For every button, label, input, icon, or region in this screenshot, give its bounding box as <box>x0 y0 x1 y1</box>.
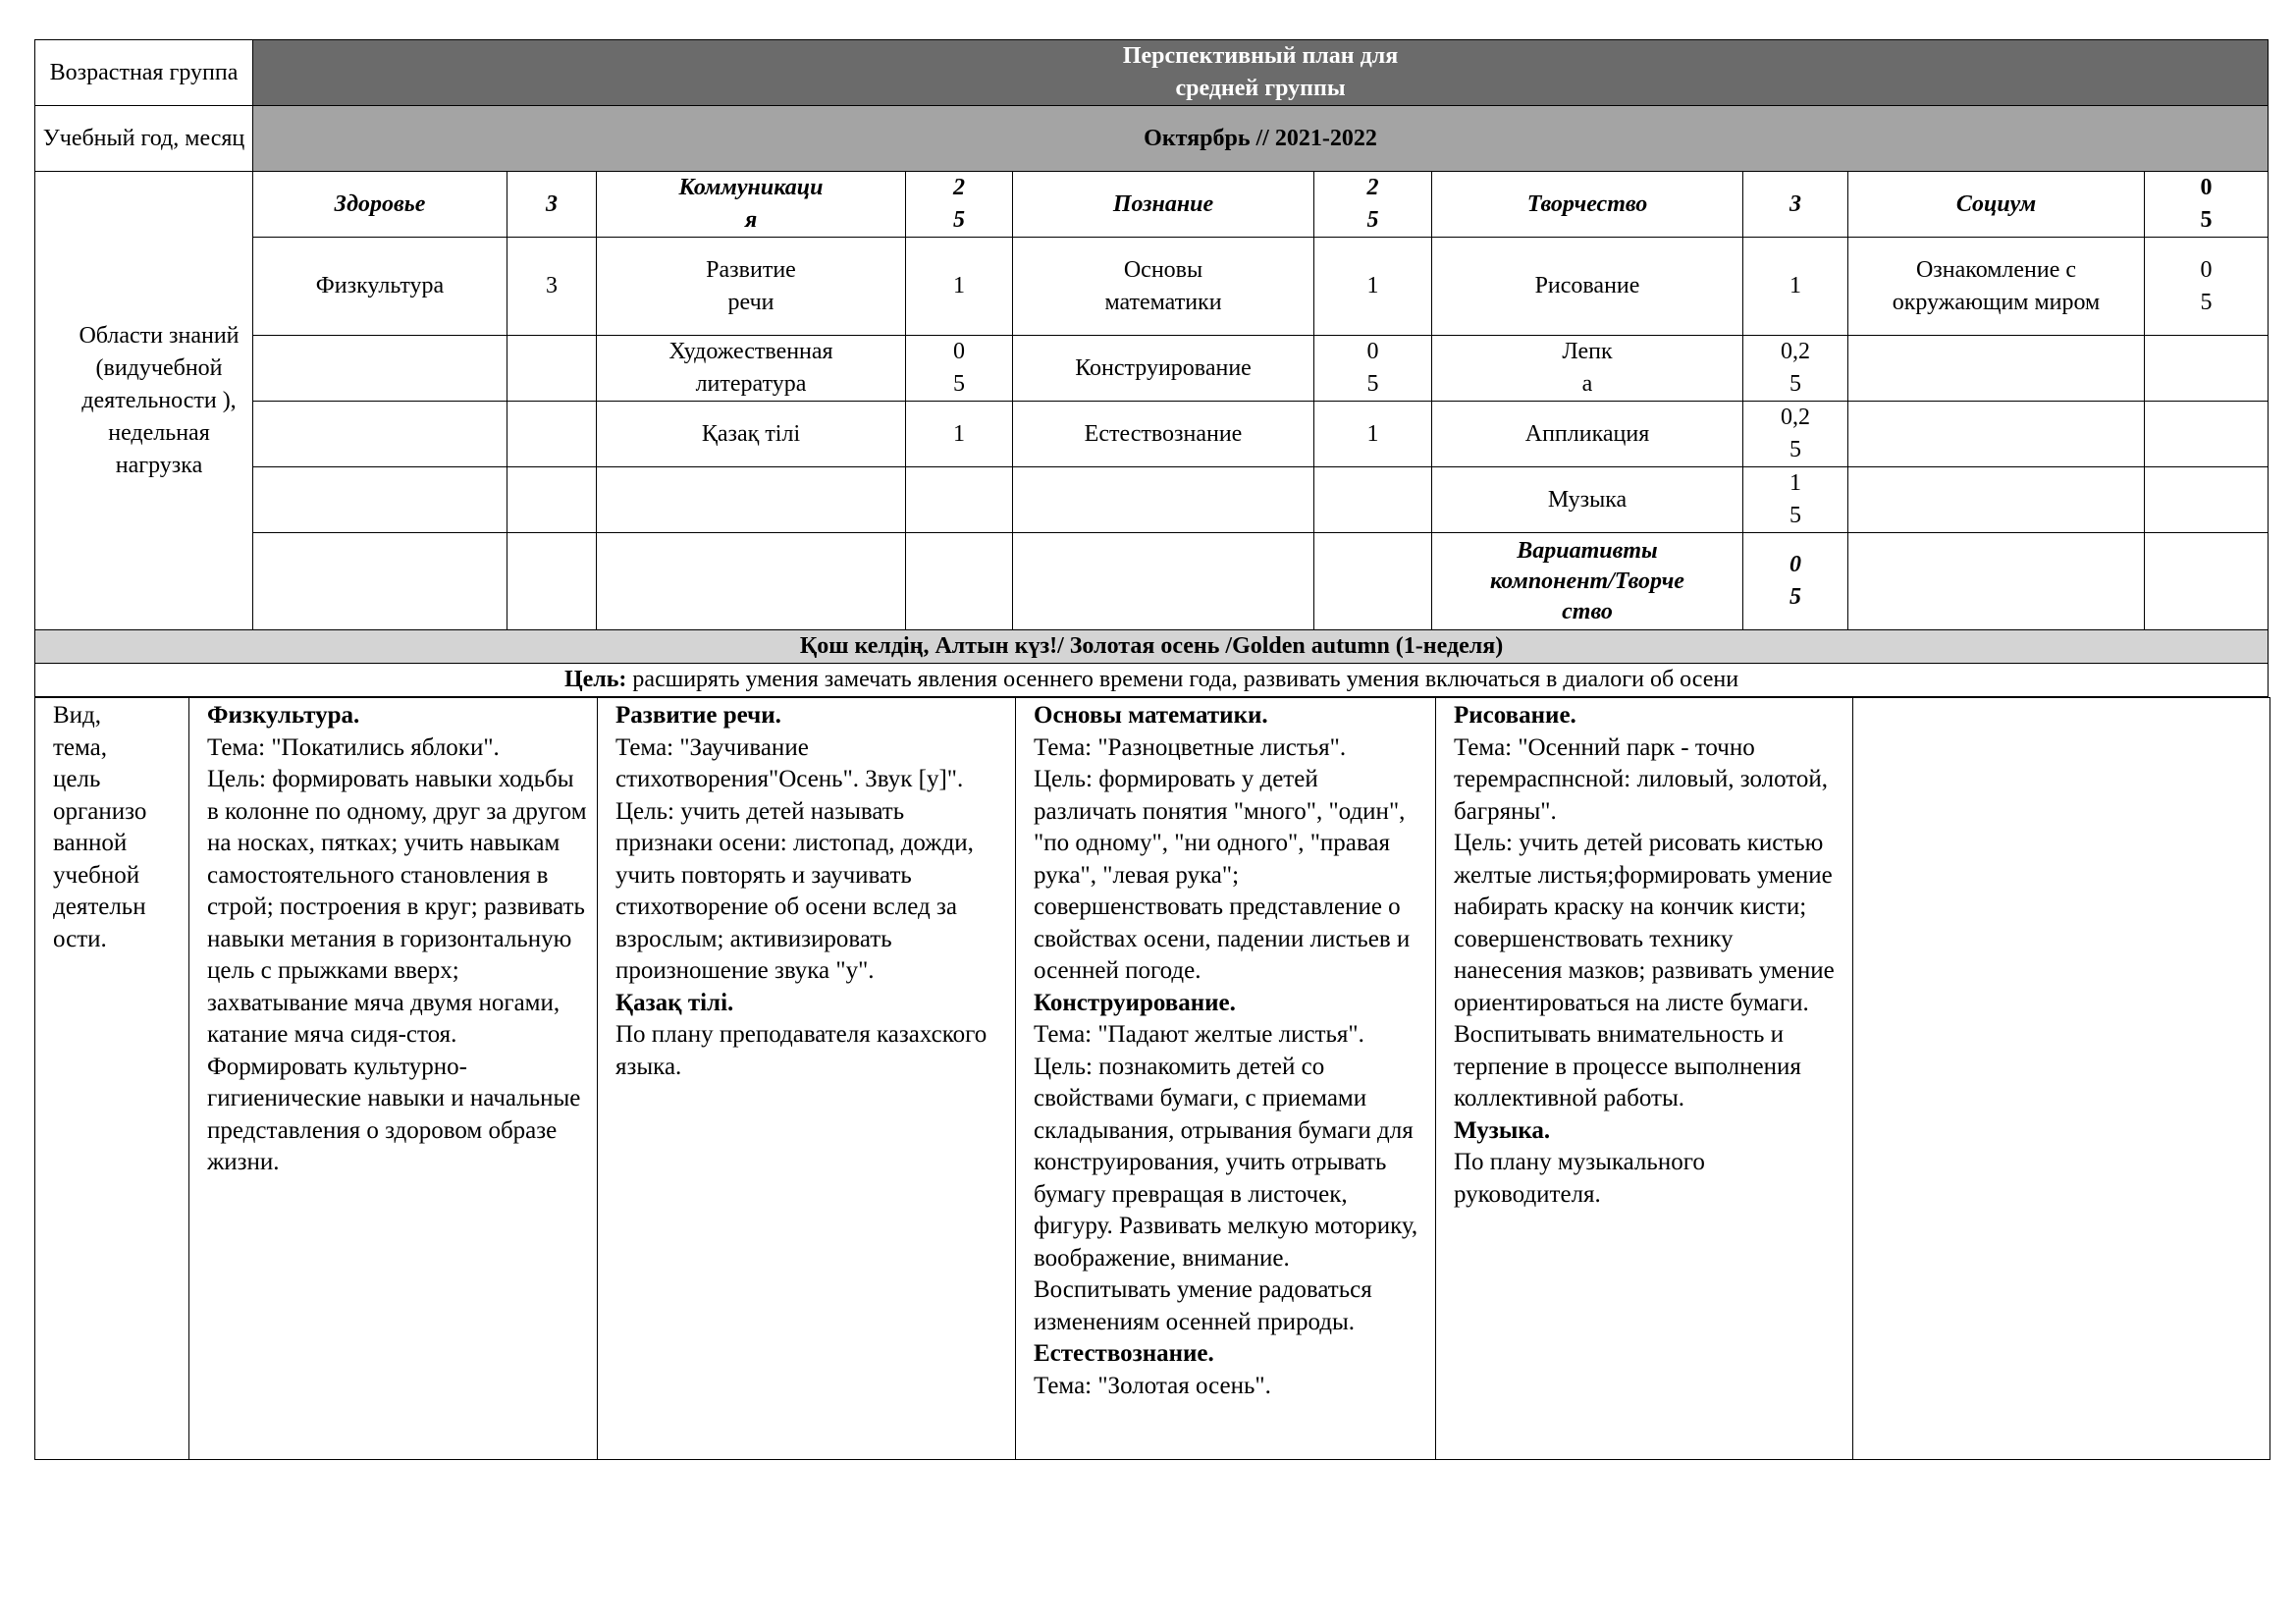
table-cell <box>1848 467 2145 533</box>
table-cell: 0,2 5 <box>1743 402 1848 467</box>
activity-body: Тема: "Покатились яблоки". Цель: формировать навыки ходьбы в колонне по одному, друг за другом на носках, пятках; учить навыкам самостоятельного становления в строй; построения в круг; развивать навыки метания в горизонтальную цель с прыжками вверх; захватывание мяча двумя ногами, катание мяча сидя-стоя. Формировать культурно-гигиенические навыки и начальные представления о здоровом образе жизни. <box>207 733 587 1175</box>
table-cell <box>507 336 597 402</box>
activity-title: Физкультура. <box>207 702 360 729</box>
table-cell: Художественная литература <box>597 336 906 402</box>
table-cell <box>253 336 507 402</box>
activity-cell-speech <box>598 698 1016 1460</box>
year-month-label: Учебный год, месяц <box>35 106 253 172</box>
goal-text: расширять умения замечать явления осеннего времени года, развивать умения включаться в диалоги об осени <box>626 667 1739 692</box>
table-cell <box>507 467 597 533</box>
activity-title: Музыка. <box>1454 1116 1551 1144</box>
activity-title: Естествознание. <box>1034 1340 1214 1367</box>
activity-title: Развитие речи. <box>615 702 781 729</box>
table-cell <box>507 402 597 467</box>
table-row <box>35 533 2269 630</box>
table-cell: 3 <box>507 238 597 336</box>
activity-title: Рисование. <box>1454 702 1576 729</box>
activity-title: Конструирование. <box>1034 989 1236 1016</box>
table-cell: 1 5 <box>1743 467 1848 533</box>
table-cell: Рисование <box>1432 238 1743 336</box>
category-name: Социум <box>1848 172 2145 238</box>
variative-component-cell: Вариативты компонент/Творче ство <box>1432 533 1743 630</box>
table-row <box>35 336 2269 402</box>
table-cell: Естествознание <box>1013 402 1314 467</box>
activity-cell-art <box>1436 698 1853 1460</box>
table-cell <box>1848 533 2145 630</box>
table-row <box>35 467 2269 533</box>
table-cell <box>2145 467 2269 533</box>
table-cell: Аппликация <box>1432 402 1743 467</box>
category-name: Здоровье <box>253 172 507 238</box>
table-cell: 0,2 5 <box>1743 336 1848 402</box>
activity-body: Тема: "Золотая осень". <box>1034 1372 1271 1399</box>
plan-title: Перспективный план для средней группы <box>253 40 2269 106</box>
table-cell <box>597 533 906 630</box>
activity-body: Тема: "Разноцветные листья". Цель: формировать у детей различать понятия "много", "один", "по одному", "ни одного", "правая рука", "левая рука"; совершенствовать представление о свойствах осени, падении листьев и осенней погоде. <box>1034 733 1411 984</box>
age-group-label: Возрастная группа <box>35 40 253 106</box>
table-cell <box>597 467 906 533</box>
activities-row-label: Вид, тема, цель организо ванной учебной деятельн ости. <box>35 698 189 1460</box>
areas-row-label: Области знаний (видучебной деятельности ), недельная нагрузка <box>35 172 253 630</box>
activities-table <box>34 697 2270 1460</box>
goal-line <box>35 664 2269 697</box>
variative-component-hours: 0 5 <box>1743 533 1848 630</box>
table-row <box>35 238 2269 336</box>
activity-body: Тема: "Заучивание стихотворения"Осень". Звук [у]". Цель: учить детей называть признаки осени: листопад, дожди, учить повторять и заучивать стихотворение об осени вслед за взрослым; активизировать произношение звука "у". <box>615 733 974 984</box>
category-name: Творчество <box>1432 172 1743 238</box>
table-cell <box>2145 402 2269 467</box>
table-cell <box>1848 402 2145 467</box>
table-cell: Конструирование <box>1013 336 1314 402</box>
activity-body: Тема: "Падают желтые листья". Цель: познакомить детей со свойствами бумаги, с приемами складывания, отрывания бумаги для конструирования, учить отрывать бумагу превращая в листочек, фигуру. Развивать мелкую моторику, воображение, внимание. Воспитывать умение радоваться изменениям осенней природы. <box>1034 1021 1418 1335</box>
table-cell: Қазақ тілі <box>597 402 906 467</box>
category-hours: 3 <box>507 172 597 238</box>
table-cell <box>1314 467 1432 533</box>
activity-title: Основы математики. <box>1034 702 1268 729</box>
table-cell: Основы математики <box>1013 238 1314 336</box>
activity-body: Тема: "Осенний парк - точно теремраспнсной: лиловый, золотой, багряны". Цель: учить детей рисовать кистью желтые листья;формировать умение набирать краску на кончик кисти; совершенствовать технику нанесения мазков; развивать умение ориентироваться на листе бумаги. Воспитывать внимательность и терпение в процессе выполнения коллективной работы. <box>1454 733 1835 1111</box>
table-cell: 0 5 <box>906 336 1013 402</box>
category-name: Познание <box>1013 172 1314 238</box>
table-cell <box>1013 467 1314 533</box>
category-name: Коммуникаци я <box>597 172 906 238</box>
week-title: Қош келдің, Алтын күз!/ Золотая осень /Golden autumn (1-неделя) <box>35 630 2269 664</box>
table-cell: Физкультура <box>253 238 507 336</box>
table-cell <box>253 467 507 533</box>
table-cell: 1 <box>1743 238 1848 336</box>
table-cell: Музыка <box>1432 467 1743 533</box>
table-cell <box>253 533 507 630</box>
table-cell <box>1013 533 1314 630</box>
activity-cell-empty <box>1853 698 2270 1460</box>
table-cell: Лепк а <box>1432 336 1743 402</box>
table-cell <box>1848 336 2145 402</box>
table-cell <box>1314 533 1432 630</box>
table-cell <box>507 533 597 630</box>
activity-body: По плану преподавателя казахского языка. <box>615 1021 988 1080</box>
table-cell: 1 <box>1314 238 1432 336</box>
table-cell: 1 <box>1314 402 1432 467</box>
category-hours: 3 <box>1743 172 1848 238</box>
activity-title: Қазақ тілі. <box>615 989 734 1016</box>
table-cell <box>2145 533 2269 630</box>
table-cell: 0 5 <box>2145 238 2269 336</box>
table-cell <box>906 533 1013 630</box>
table-row <box>35 402 2269 467</box>
table-cell: 0 5 <box>1314 336 1432 402</box>
category-hours: 2 5 <box>1314 172 1432 238</box>
table-cell: Ознакомление с окружающим миром <box>1848 238 2145 336</box>
table-cell <box>906 467 1013 533</box>
table-cell <box>253 402 507 467</box>
category-hours: 0 5 <box>2145 172 2269 238</box>
activity-cell-math <box>1016 698 1436 1460</box>
year-month-value: Октярбрь // 2021-2022 <box>253 106 2269 172</box>
plan-header-table <box>34 39 2269 697</box>
category-hours: 2 5 <box>906 172 1013 238</box>
table-cell: 1 <box>906 402 1013 467</box>
activity-cell-physical <box>189 698 598 1460</box>
goal-label: Цель: <box>563 667 627 692</box>
activity-body: По плану музыкального руководителя. <box>1454 1149 1705 1208</box>
table-cell: Развитие речи <box>597 238 906 336</box>
table-cell <box>2145 336 2269 402</box>
table-cell: 1 <box>906 238 1013 336</box>
